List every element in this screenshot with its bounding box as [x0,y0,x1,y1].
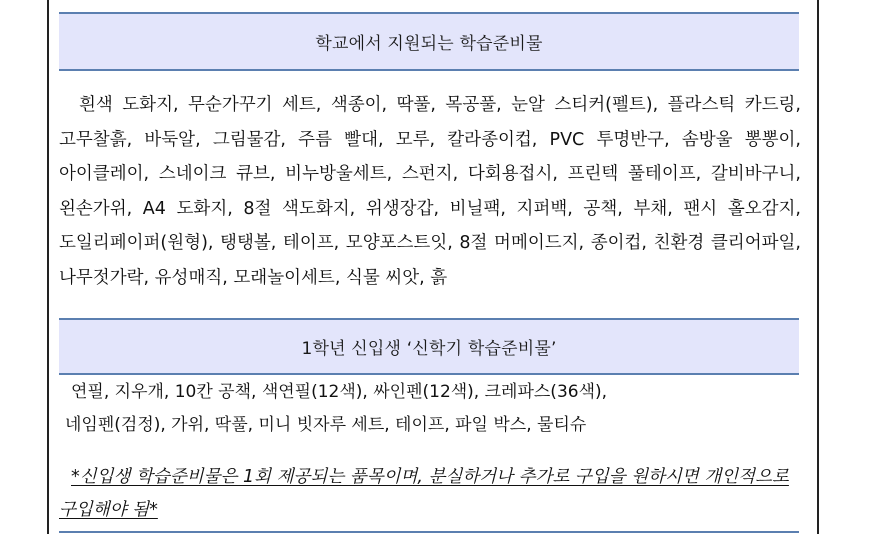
supplies-section-title: 학교에서 지원되는 학습준비물 [315,34,543,54]
supplies-list-text: 흰색 도화지, 무순가꾸기 세트, 색종이, 딱풀, 목공풀, 눈알 스티커(펠트), 플라스틱 카드링, 고무찰흙, 바둑알, 그림물감, 주름 빨대, 모루, 칼라종이컵, PVC 투명반구, 솜방울 뽕뽕이, 아이클레이, 스네이크 큐브, 비누방울세트, 스펀지, 다회용접시, 프린텍 풀테이프, 갈비바구니, 왼손가위, A4 도화지, 8절 색도화지, 위생장갑, 비닐팩, 지퍼백, 공책, 부채, 팬시 홀오감지, 도일리페이퍼(원형), 탱탱볼, 테이프, 모양포스트잇, 8절 머메이드지, 종이컵, 친환경 클리어파일, 나무젓가락, 유성매직, 모래놀이세트, 식물 씨앗, 흙 [59,95,801,288]
document-frame [47,0,819,534]
new-student-section-header [59,318,799,375]
notice-text: *신입생 학습준비물은 1회 제공되는 품목이며, 분실하거나 추가로 구입을 원하시면 개인적으로 구입해야 됨* [59,467,789,520]
supplies-section-header [59,12,799,71]
supplies-list [59,88,801,298]
section-divider [59,531,799,533]
new-student-supplies-list [59,376,801,446]
new-student-supplies-line-2: 네임펜(검정), 가위, 딱풀, 미니 빗자루 세트, 테이프, 파일 박스, 물티슈 [65,415,587,435]
new-student-supplies-line-1: 연필, 지우개, 10칸 공책, 색연필(12색), 싸인펜(12색), 크레파스(36색), [71,382,608,402]
new-student-section-title: 1학년 신입생 ‘신학기 학습준비물’ [301,339,557,359]
